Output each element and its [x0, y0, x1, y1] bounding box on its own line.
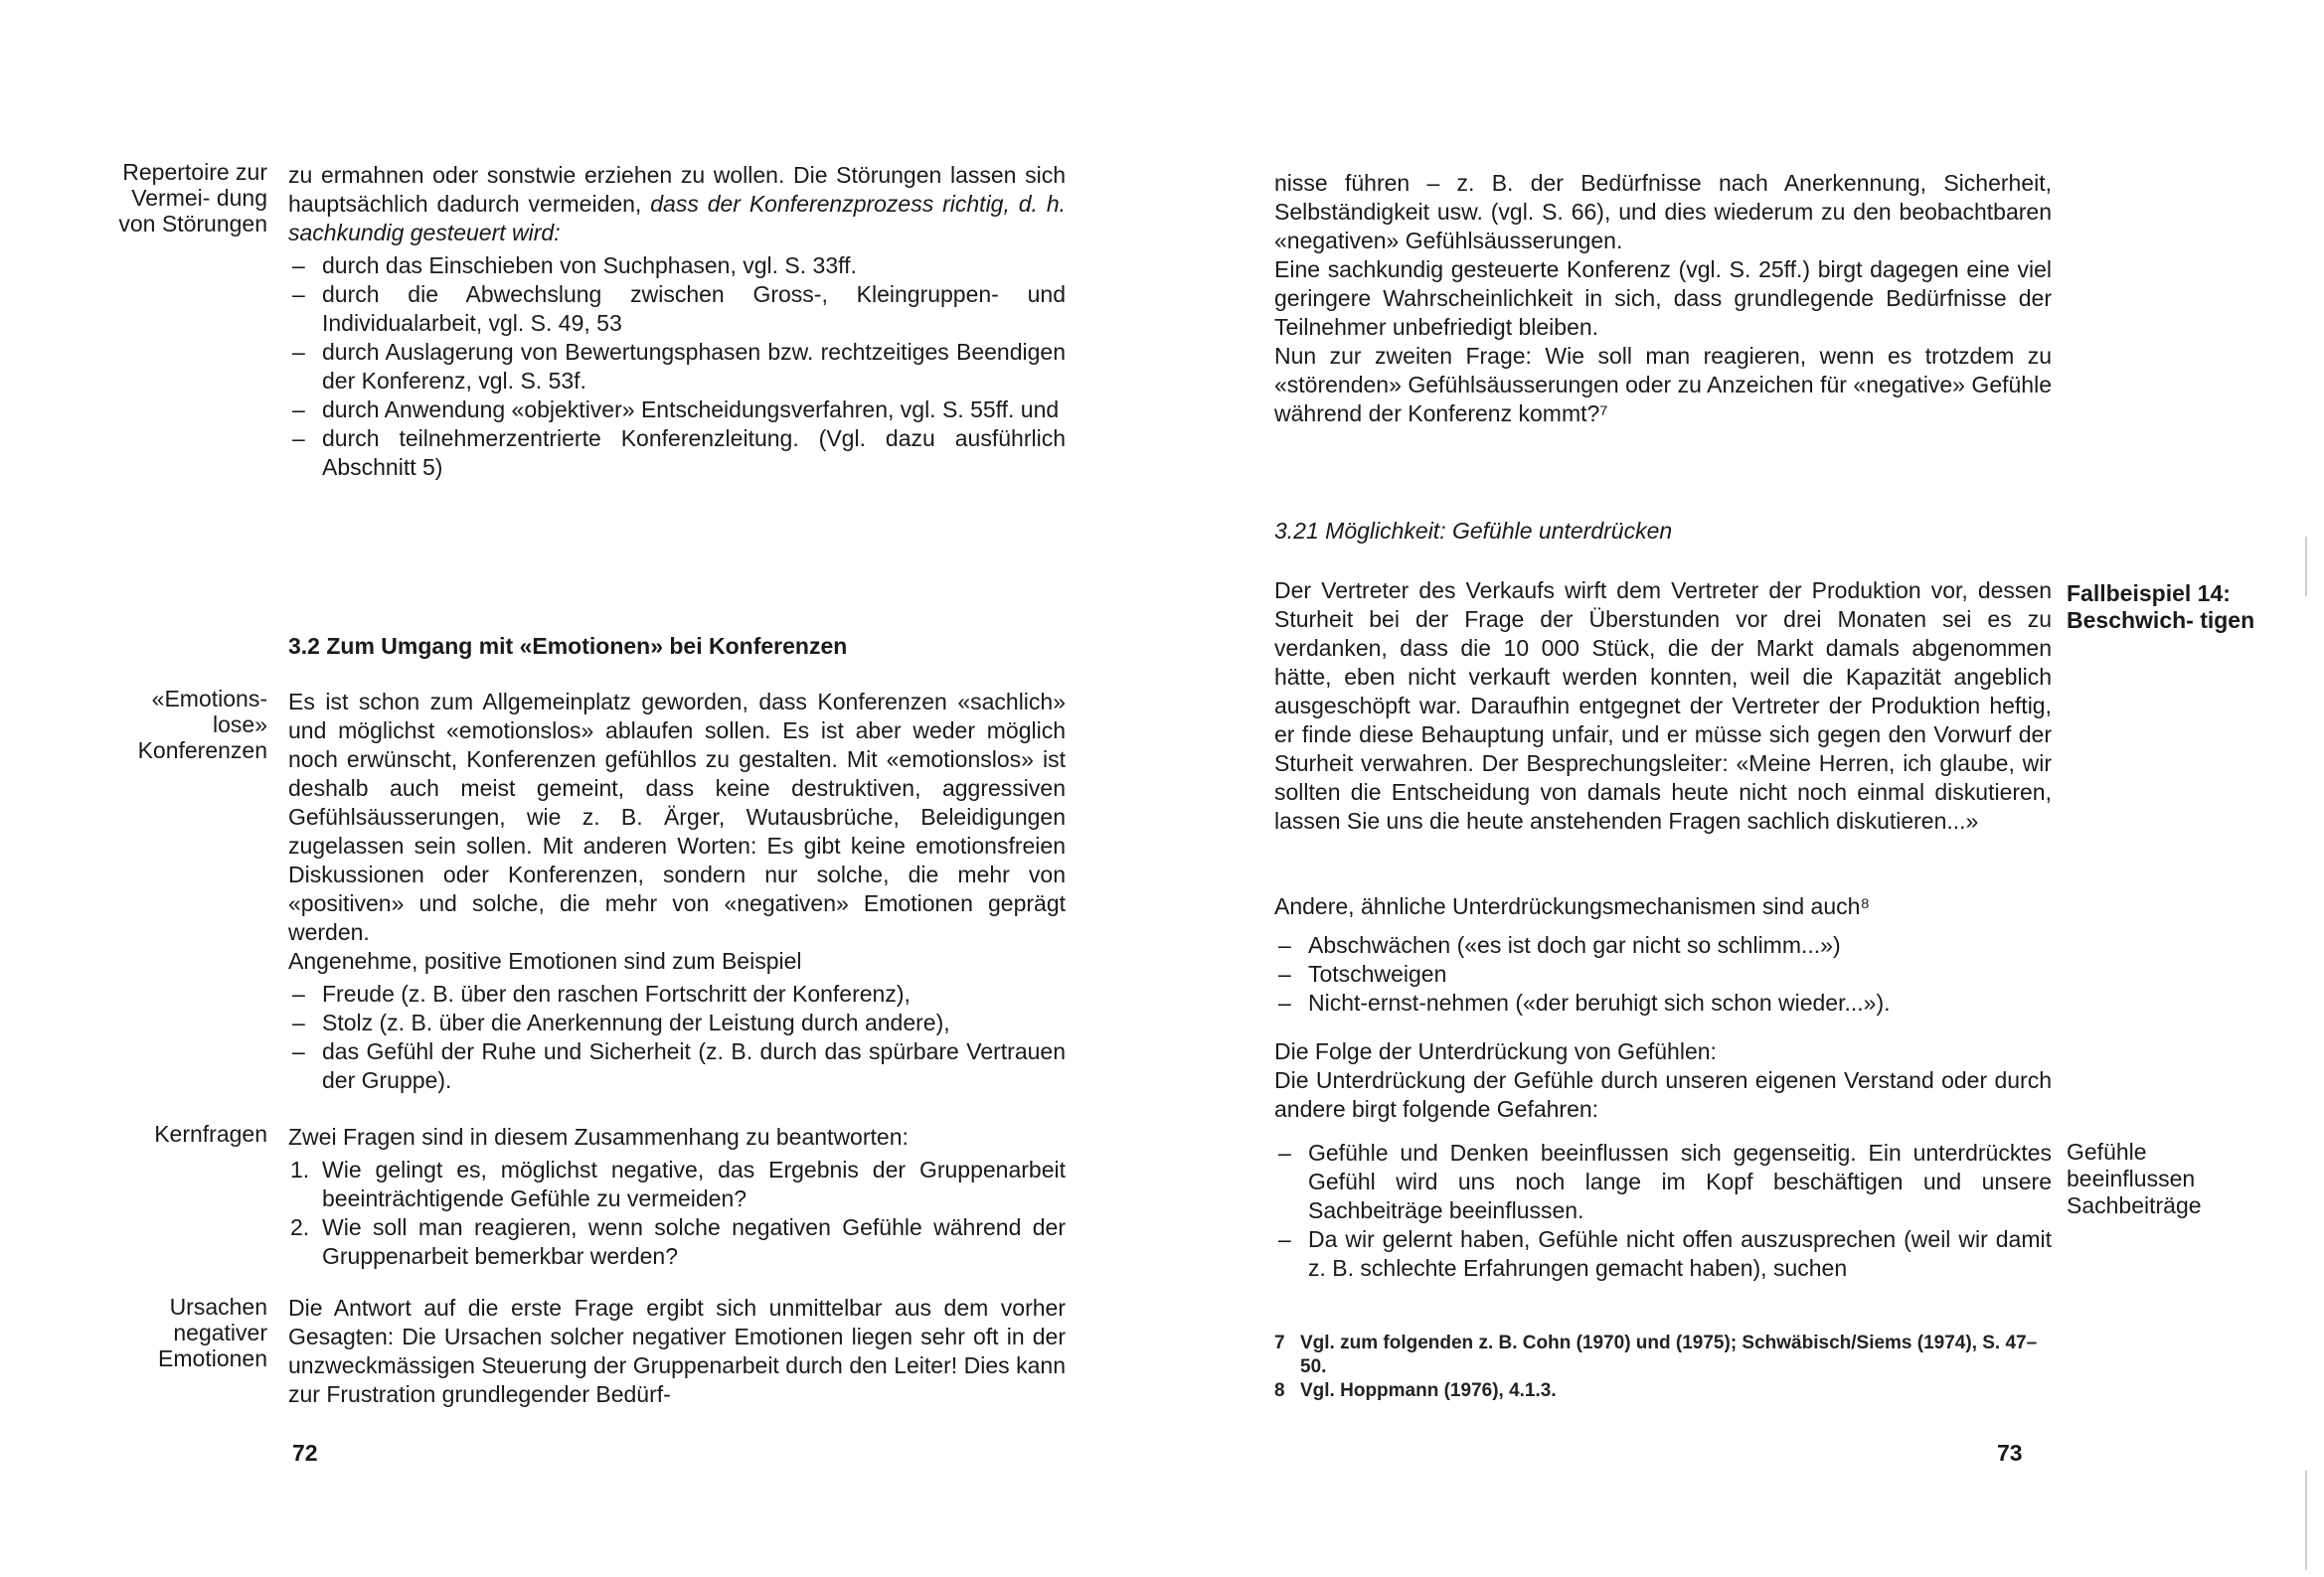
edge-mark: [2305, 1471, 2307, 1570]
list-item: [288, 1037, 1066, 1095]
dash-mark: –: [1278, 990, 1291, 1016]
list-item: [288, 424, 1066, 482]
list-item-text: durch das Einschieben von Suchphasen, vgl. S. 33ff.: [322, 252, 857, 278]
dangers-block: [1274, 1139, 2052, 1283]
positive-list: [288, 980, 1066, 1095]
questions-intro: Zwei Fragen sind in diesem Zusammenhang zu beantworten:: [288, 1124, 909, 1150]
list-item-text: Freude (z. B. über den raschen Fortschritt der Konferenz),: [322, 981, 911, 1007]
footnote-number: 7: [1274, 1333, 1285, 1353]
footnote: [1274, 1332, 2052, 1379]
dash-mark: –: [292, 981, 305, 1007]
emotions-block: [288, 688, 1066, 1095]
list-item: [1274, 989, 2052, 1018]
edge-mark: [2305, 537, 2307, 596]
top-block: [1274, 169, 2052, 428]
margin-note-case: Fallbeispiel 14: Beschwich- tigen: [2067, 580, 2255, 633]
intro-italic: dass der Konferenzprozess richtig, d. h. sachkundig gesteuert wird:: [288, 191, 1067, 245]
question-number: 1.: [290, 1157, 310, 1183]
case-paragraph: Der Vertreter des Verkaufs wirft dem Vertreter der Produktion vor, dessen Sturheit bei der Frage der Überstunden vor drei Monaten sei es zu verdanken, dass die 10 000 Stück, die der Markt damals abgenommen hätte, eben nicht verkauft werden konnten, weil die Kapazität angeblich ausgeschöpft war. Daraufhin entgegnet der Vertreter der Produktion heftig, er finde diese Behauptung unfair, und er müsse sich gegen den Vorwurf der Sturheit verwahren. Der Besprechungsleiter: «Meine Herren, ich glaube, wir sollten die Entscheidung von damals heute nicht noch einmal diskutieren, lassen Sie uns die heute anstehenden Fragen sachlich diskutieren...»: [1274, 577, 2052, 834]
list-item: [288, 338, 1066, 395]
intro-plain: zu ermahnen oder sonstwie erziehen zu wollen. Die Störungen lassen sich hauptsächlich dadurch vermeiden,: [288, 162, 1066, 217]
list-item-text: durch Auslagerung von Bewertungsphasen bzw. rechtzeitiges Beendigen der Konferenz, vgl. S. 53f.: [322, 339, 1066, 394]
margin-note-kernfragen: Kernfragen: [154, 1121, 267, 1147]
page-number-left: 72: [292, 1440, 318, 1466]
consequence-block: [1274, 1037, 2052, 1124]
mechanisms-intro: Andere, ähnliche Unterdrückungsmechanismen sind auch⁸: [1274, 893, 1871, 919]
dangers-list: [1274, 1139, 2052, 1283]
list-item-text: Da wir gelernt haben, Gefühle nicht offen auszusprechen (weil wir damit z. B. schlechte Erfahrungen gemacht haben), suchen: [1308, 1226, 2052, 1281]
dash-mark: –: [292, 396, 305, 422]
questions-list: [288, 1156, 1066, 1271]
list-item: [1274, 1139, 2052, 1225]
list-item: [1274, 931, 2052, 960]
list-item-text: durch Anwendung «objektiver» Entscheidungsverfahren, vgl. S. 55ff. und: [322, 396, 1060, 422]
questions-block: [288, 1123, 1066, 1271]
margin-note-effects: Gefühle beeinflussen Sachbeiträge: [2067, 1139, 2202, 1218]
question-text: Wie soll man reagieren, wenn solche negativen Gefühle während der Gruppenarbeit bemerkbar werden?: [322, 1214, 1066, 1269]
list-item: [288, 395, 1066, 424]
list-item-text: Gefühle und Denken beeinflussen sich gegenseitig. Ein unterdrücktes Gefühl wird uns noch lange im Kopf beschäftigen und unsere Sachbeiträge beeinflussen.: [1308, 1140, 2052, 1223]
footnote-text: Vgl. Hoppmann (1976), 4.1.3.: [1300, 1380, 1557, 1401]
list-item: [288, 1009, 1066, 1037]
list-item-text: Abschwächen («es ist doch gar nicht so schlimm...»): [1308, 932, 1841, 958]
footnote-number: 8: [1274, 1380, 1285, 1401]
footnote-text: Vgl. zum folgenden z. B. Cohn (1970) und (1975); Schwäbisch/Siems (1974), S. 47–50.: [1300, 1333, 2038, 1377]
dash-mark: –: [1278, 1226, 1291, 1252]
page-number-right: 73: [1997, 1440, 2023, 1466]
list-item: [288, 280, 1066, 338]
case-block: [1274, 576, 2052, 836]
list-item-text: das Gefühl der Ruhe und Sicherheit (z. B. durch das spürbare Vertrauen der Gruppe).: [322, 1038, 1066, 1093]
consequence-title: Die Folge der Unterdrückung von Gefühlen:: [1274, 1038, 1717, 1064]
positive-intro: Angenehme, positive Emotionen sind zum Beispiel: [288, 948, 802, 974]
intro-block: [288, 161, 1066, 482]
section-heading: 3.2 Zum Umgang mit «Emotionen» bei Konferenzen: [288, 633, 848, 659]
footnote: [1274, 1379, 2052, 1403]
list-item-text: Nicht-ernst-nehmen («der beruhigt sich schon wieder...»).: [1308, 990, 1891, 1016]
avoid-list: [288, 251, 1066, 482]
footnotes: [1274, 1332, 2052, 1403]
subsection-heading: 3.21 Möglichkeit: Gefühle unterdrücken: [1274, 518, 1673, 544]
margin-note-repertoire: Repertoire zur Vermei- dung von Störungen: [118, 159, 267, 237]
dash-mark: –: [292, 1010, 305, 1035]
answer-paragraph: Die Antwort auf die erste Frage ergibt sich unmittelbar aus dem vorher Gesagten: Die Ursachen solcher negativer Emotionen liegen sehr oft in der unzweckmässigen Steuerung der Gruppenarbeit durch den Leiter! Dies kann zur Frustration grundlegender Bedürf-: [288, 1295, 1066, 1407]
dash-mark: –: [292, 425, 305, 451]
margin-note-emotionslose: «Emotions- lose» Konferenzen: [137, 686, 267, 763]
dash-mark: –: [292, 252, 305, 278]
list-item-text: durch teilnehmerzentrierte Konferenzleitung. (Vgl. dazu ausführlich Abschnitt 5): [322, 425, 1066, 480]
dash-mark: –: [1278, 932, 1291, 958]
dash-mark: –: [292, 281, 305, 307]
top-paragraph-1: nisse führen – z. B. der Bedürfnisse nach Anerkennung, Sicherheit, Selbständigkeit usw. (vgl. S. 66), und dies wiederum zu den beobachtbaren «negativen» Gefühlsäusserungen.: [1274, 170, 2052, 253]
list-item: [1274, 1225, 2052, 1283]
answer-block: [288, 1294, 1066, 1409]
dash-mark: –: [1278, 961, 1291, 987]
consequence-paragraph: Die Unterdrückung der Gefühle durch unseren eigenen Verstand oder durch andere birgt folgende Gefahren:: [1274, 1067, 2052, 1122]
mechanisms-block: [1274, 892, 2052, 1018]
list-item: [288, 1156, 1066, 1213]
mechanisms-list: [1274, 931, 2052, 1018]
dash-mark: –: [292, 339, 305, 365]
top-paragraph-2: Eine sachkundig gesteuerte Konferenz (vgl. S. 25ff.) birgt dagegen eine viel geringere Wahrscheinlichkeit in sich, dass grundlegende Bedürfnisse der Teilnehmer unbefriedigt bleiben.: [1274, 256, 2052, 340]
right-page: [1162, 0, 2324, 1577]
list-item-text: Totschweigen: [1308, 961, 1447, 987]
list-item-text: durch die Abwechslung zwischen Gross-, Kleingruppen- und Individualarbeit, vgl. S. 49, 53: [322, 281, 1066, 336]
top-paragraph-3: Nun zur zweiten Frage: Wie soll man reagieren, wenn es trotzdem zu «störenden» Gefühlsäusserungen oder zu Anzeichen für «negative» Gefühle während der Konferenz kommt?⁷: [1274, 343, 2052, 426]
emotions-paragraph: Es ist schon zum Allgemeinplatz geworden, dass Konferenzen «sachlich» und möglichst «emotionslos» ablaufen sollen. Es ist aber weder möglich noch erwünscht, Konferenzen gefühllos zu gestalten. Mit «emotionslos» ist deshalb auch meist gemeint, dass keine destruktiven, aggressiven Gefühlsäusserungen, wie z. B. Ärger, Wutausbrüche, Beleidigungen zugelassen sein sollen. Mit anderen Worten: Es gibt keine emotionsfreien Diskussionen oder Konferenzen, sondern nur solche, die mehr von «positiven» und solche, die mehr von «negativen» Emotionen geprägt werden.: [288, 689, 1066, 945]
dash-mark: –: [292, 1038, 305, 1064]
list-item-text: Stolz (z. B. über die Anerkennung der Leistung durch andere),: [322, 1010, 950, 1035]
question-number: 2.: [290, 1214, 310, 1240]
dash-mark: –: [1278, 1140, 1291, 1166]
intro-paragraph: [288, 161, 1066, 247]
list-item: [1274, 960, 2052, 989]
list-item: [288, 1213, 1066, 1271]
list-item: [288, 251, 1066, 280]
list-item: [288, 980, 1066, 1009]
question-text: Wie gelingt es, möglichst negative, das Ergebnis der Gruppenarbeit beeinträchtigende Gefühle zu vermeiden?: [322, 1157, 1066, 1211]
margin-note-ursachen: Ursachen negativer Emotionen: [158, 1294, 267, 1371]
